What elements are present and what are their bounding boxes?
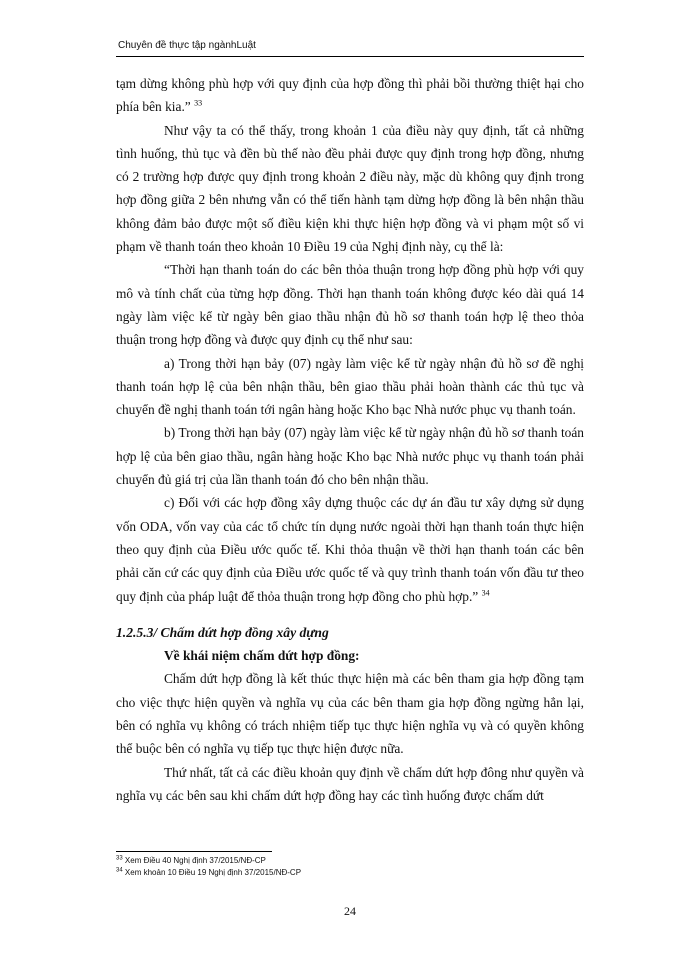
page-number: 24 (344, 904, 356, 918)
paragraph-text: a) Trong thời hạn bảy (07) ngày làm việc kể từ ngày nhận đủ hồ sơ đề nghị thanh toán hợp lệ của bên nhận thầu, bên giao thầu phải hoàn thành các thủ tục và chuyển đề nghị thanh toán tới ngân hàng hoặc Kho bạc Nhà nước phục vụ thanh toán. (116, 355, 584, 418)
footnote-separator (116, 851, 272, 852)
body-text (116, 72, 584, 807)
footnote-number: 33 (116, 855, 123, 862)
paragraph-text: Chấm dứt hợp đồng là kết thúc thực hiện mà các bên tham gia hợp đồng tạm cho việc thực hiện quyền và nghĩa vụ của các bên tham gia hợp đồng ngừng hẳn lại, bên có nghĩa vụ không có trách nhiệm tiếp tục thực hiện nghĩa vụ và có quyền không thể buộc bên có nghĩa vụ tiếp tục thực hiện được nữa. (116, 671, 584, 757)
paragraph-text: Thứ nhất, tất cả các điều khoản quy định về chấm dứt hợp đông như quyền và nghĩa vụ các bên sau khi chấm dứt hợp đồng hay các tình huống được chấm dứt (116, 764, 584, 803)
footnote-ref: 34 (481, 588, 490, 598)
header-rule (116, 56, 584, 57)
footnote-text: Xem Điều 40 Nghị định 37/2015/NĐ-CP (124, 856, 266, 865)
footnote-text: Xem khoản 10 Điều 19 Nghị định 37/2015/NĐ-CP (124, 868, 302, 877)
footnote-number: 34 (116, 867, 123, 874)
section-subheading: Về khái niệm chấm dứt hợp đồng: (164, 648, 360, 664)
footnote-item (116, 855, 584, 867)
quote-item-b (116, 421, 584, 491)
quote-paragraph (116, 258, 584, 351)
paragraph-text: Như vậy ta có thể thấy, trong khoản 1 của điều này quy định, tất cả những tình huống, thủ tục và đền bù thế nào đều phải được quy định trong hợp đồng, nhưng có 2 trường hợp được quy định trong khoản 2 điều này, mặc dù không quy định trong hợp đồng giữa 2 bên nhưng vẫn có thể tiến hành tạm dừng hợp đồng là bên nhận thầu không đảm bảo được một số điều kiện khi thực hiện hợp đồng và vi phạm một số vi phạm về thanh toán theo khoản 10 Điều 19 của Nghị định này, cụ thể là: (116, 122, 584, 255)
section-heading: 1.2.5.3/ Chấm dứt hợp đồng xây dựng (116, 624, 329, 640)
paragraph-text: b) Trong thời hạn bảy (07) ngày làm việc kể từ ngày nhận đủ hồ sơ thanh toán hợp lệ của bên giao thầu, ngân hàng hoặc Kho bạc Nhà nước phục vụ thanh toán phải chuyển đủ giá trị của lần thanh toán đó cho bên nhận thầu. (116, 425, 584, 488)
footnote-item (116, 867, 584, 879)
running-header: Chuyên đề thực tập ngànhLuật (118, 40, 256, 51)
paragraph-text: “Thời hạn thanh toán do các bên thỏa thuận trong hợp đồng phù hợp với quy mô và tính chất của từng hợp đồng. Thời hạn thanh toán không được kéo dài quá 14 ngày làm việc kể từ ngày bên giao thầu nhận đủ hồ sơ thanh toán hợp lệ theo thỏa thuận trong hợp đồng và được quy định cụ thể như sau: (116, 262, 584, 348)
paragraph (116, 119, 584, 259)
quote-item-a (116, 352, 584, 422)
paragraph (116, 761, 584, 808)
paragraph-text: c) Đối với các hợp đồng xây dựng thuộc các dự án đầu tư xây dựng sử dụng vốn ODA, vốn vay của các tổ chức tín dụng nước ngoài thời hạn thanh toán thực hiện theo quy định của Điều ước quốc tế. Khi thỏa thuận về thời hạn thanh toán các bên phải căn cứ các quy định của Điều ước quốc tế và quy trình thanh toán vốn đầu tư theo quy định của pháp luật để thỏa thuận trong hợp đồng cho phù hợp.” (116, 495, 584, 604)
paragraph-text: tạm dừng không phù hợp với quy định của hợp đồng thì phải bồi thường thiệt hại cho phía bên kia.” (116, 76, 584, 115)
paragraph (116, 667, 584, 760)
footnote-ref: 33 (194, 98, 203, 108)
paragraph-continuation (116, 72, 584, 119)
quote-item-c (116, 491, 584, 607)
footnotes (116, 855, 584, 879)
